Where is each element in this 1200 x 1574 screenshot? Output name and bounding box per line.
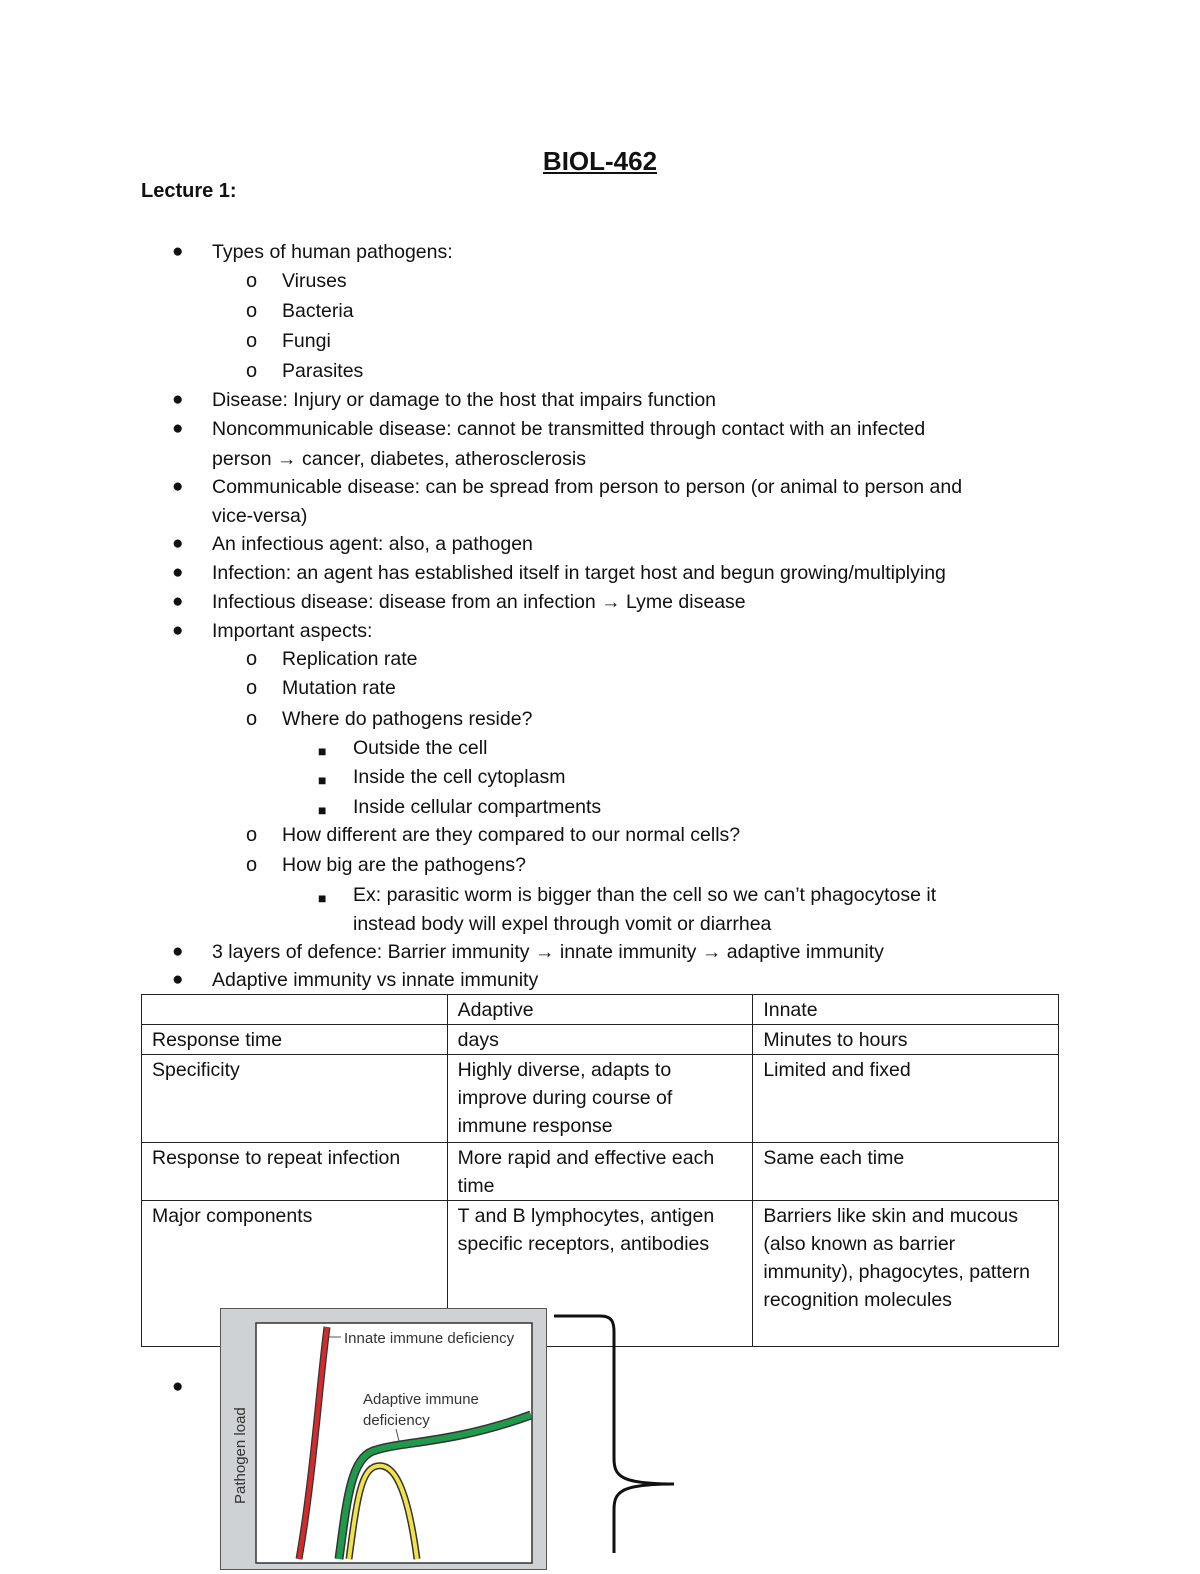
bullet-level-1: ● (172, 533, 184, 554)
table-cell: Highly diverse, adapts to improve during course of immune response (447, 1055, 753, 1143)
table-cell: days (447, 1025, 753, 1055)
list-item: person → cancer, diabetes, atherosclerosis (212, 448, 586, 470)
bullet-level-3: ■ (318, 890, 327, 906)
list-item: Parasites (282, 360, 364, 382)
comparison-table (141, 994, 1059, 1347)
list-item: Ex: parasitic worm is bigger than the cell so we can’t phagocytose it (353, 884, 937, 906)
bullet-level-2: o (246, 677, 258, 699)
pathogen-load-figure (220, 1308, 547, 1570)
bullet-level-3: ■ (318, 743, 327, 759)
table-cell: Limited and fixed (753, 1055, 1059, 1143)
bullet-level-2: o (246, 270, 258, 292)
list-item: How big are the pathogens? (282, 854, 526, 876)
bullet-level-1: ● (172, 620, 184, 641)
list-item: Viruses (282, 270, 347, 292)
bullet-level-1: ● (172, 969, 184, 990)
table-cell: Response time (142, 1025, 448, 1055)
bullet-level-1: ● (172, 562, 184, 583)
curly-brace (550, 1308, 680, 1553)
table-row (142, 1143, 1059, 1201)
y-axis-label: Pathogen load (232, 1407, 249, 1504)
table-header-cell: Adaptive (447, 995, 753, 1025)
list-item: Infection: an agent has established itself in target host and begun growing/multiplying (212, 562, 946, 584)
list-item: Inside cellular compartments (353, 796, 602, 818)
bullet-level-2: o (246, 360, 258, 382)
bullet-level-3: ■ (318, 772, 327, 788)
list-item: Outside the cell (353, 737, 488, 759)
table-header-cell (142, 995, 448, 1025)
bullet-level-2: o (246, 824, 258, 846)
document-title: BIOL-462 (542, 146, 658, 176)
list-item: Infectious disease: disease from an infection → Lyme disease (212, 591, 746, 613)
list-item: Noncommunicable disease: cannot be transmitted through contact with an infected (212, 418, 926, 440)
list-item: Types of human pathogens: (212, 241, 453, 263)
list-item: Adaptive immunity vs innate immunity (212, 969, 539, 991)
table-cell: T and B lymphocytes, antigen specific receptors, antibodies (447, 1201, 753, 1347)
list-item: An infectious agent: also, a pathogen (212, 533, 533, 555)
table-row (142, 1055, 1059, 1143)
pathogen-load-graph (221, 1309, 546, 1569)
bullet-level-2: o (246, 708, 258, 730)
bullet-level-1: ● (172, 418, 184, 439)
innate-deficiency-label: Innate immune deficiency (344, 1330, 515, 1347)
table-header-cell: Innate (753, 995, 1059, 1025)
table-cell: Minutes to hours (753, 1025, 1059, 1055)
bullet-level-2: o (246, 330, 258, 352)
table-row (142, 1025, 1059, 1055)
list-item: Mutation rate (282, 677, 396, 699)
list-item: Disease: Injury or damage to the host that impairs function (212, 389, 717, 411)
list-item: 3 layers of defence: Barrier immunity → innate immunity → adaptive immunity (212, 941, 884, 963)
adaptive-deficiency-label-1: Adaptive immune (363, 1391, 479, 1408)
list-item: Fungi (282, 330, 331, 352)
bullet-level-1: ● (172, 476, 184, 497)
bullet-level-3: ■ (318, 802, 327, 818)
adaptive-deficiency-label-2: deficiency (363, 1412, 430, 1429)
table-cell: Barriers like skin and mucous (also known as barrier immunity), phagocytes, pattern recognition molecules (753, 1201, 1059, 1347)
bullet-level-2: o (246, 300, 258, 322)
bullet-level-2: o (246, 648, 258, 670)
bullet-level-1: ● (172, 241, 184, 262)
list-item: vice-versa) (212, 505, 308, 527)
list-item: Replication rate (282, 648, 418, 670)
list-item: Important aspects: (212, 620, 373, 642)
table-cell: Major components (142, 1201, 448, 1347)
list-item: Communicable disease: can be spread from person to person (or animal to person and (212, 476, 963, 498)
bullet-level-2: o (246, 854, 258, 876)
table-cell: More rapid and effective each time (447, 1143, 753, 1201)
bullet-level-1: ● (172, 941, 184, 962)
list-item: instead body will expel through vomit or diarrhea (353, 913, 772, 935)
figure-bullet: ● (172, 1376, 184, 1397)
table-cell: Response to repeat infection (142, 1143, 448, 1201)
list-item: Where do pathogens reside? (282, 708, 533, 730)
list-item: How different are they compared to our normal cells? (282, 824, 741, 846)
bullet-level-1: ● (172, 591, 184, 612)
table-cell: Specificity (142, 1055, 448, 1143)
table-cell: Same each time (753, 1143, 1059, 1201)
table-header-row (142, 995, 1059, 1025)
list-item: Inside the cell cytoplasm (353, 766, 566, 788)
lecture-heading: Lecture 1: (141, 180, 237, 202)
list-item: Bacteria (282, 300, 354, 322)
bullet-level-1: ● (172, 389, 184, 410)
